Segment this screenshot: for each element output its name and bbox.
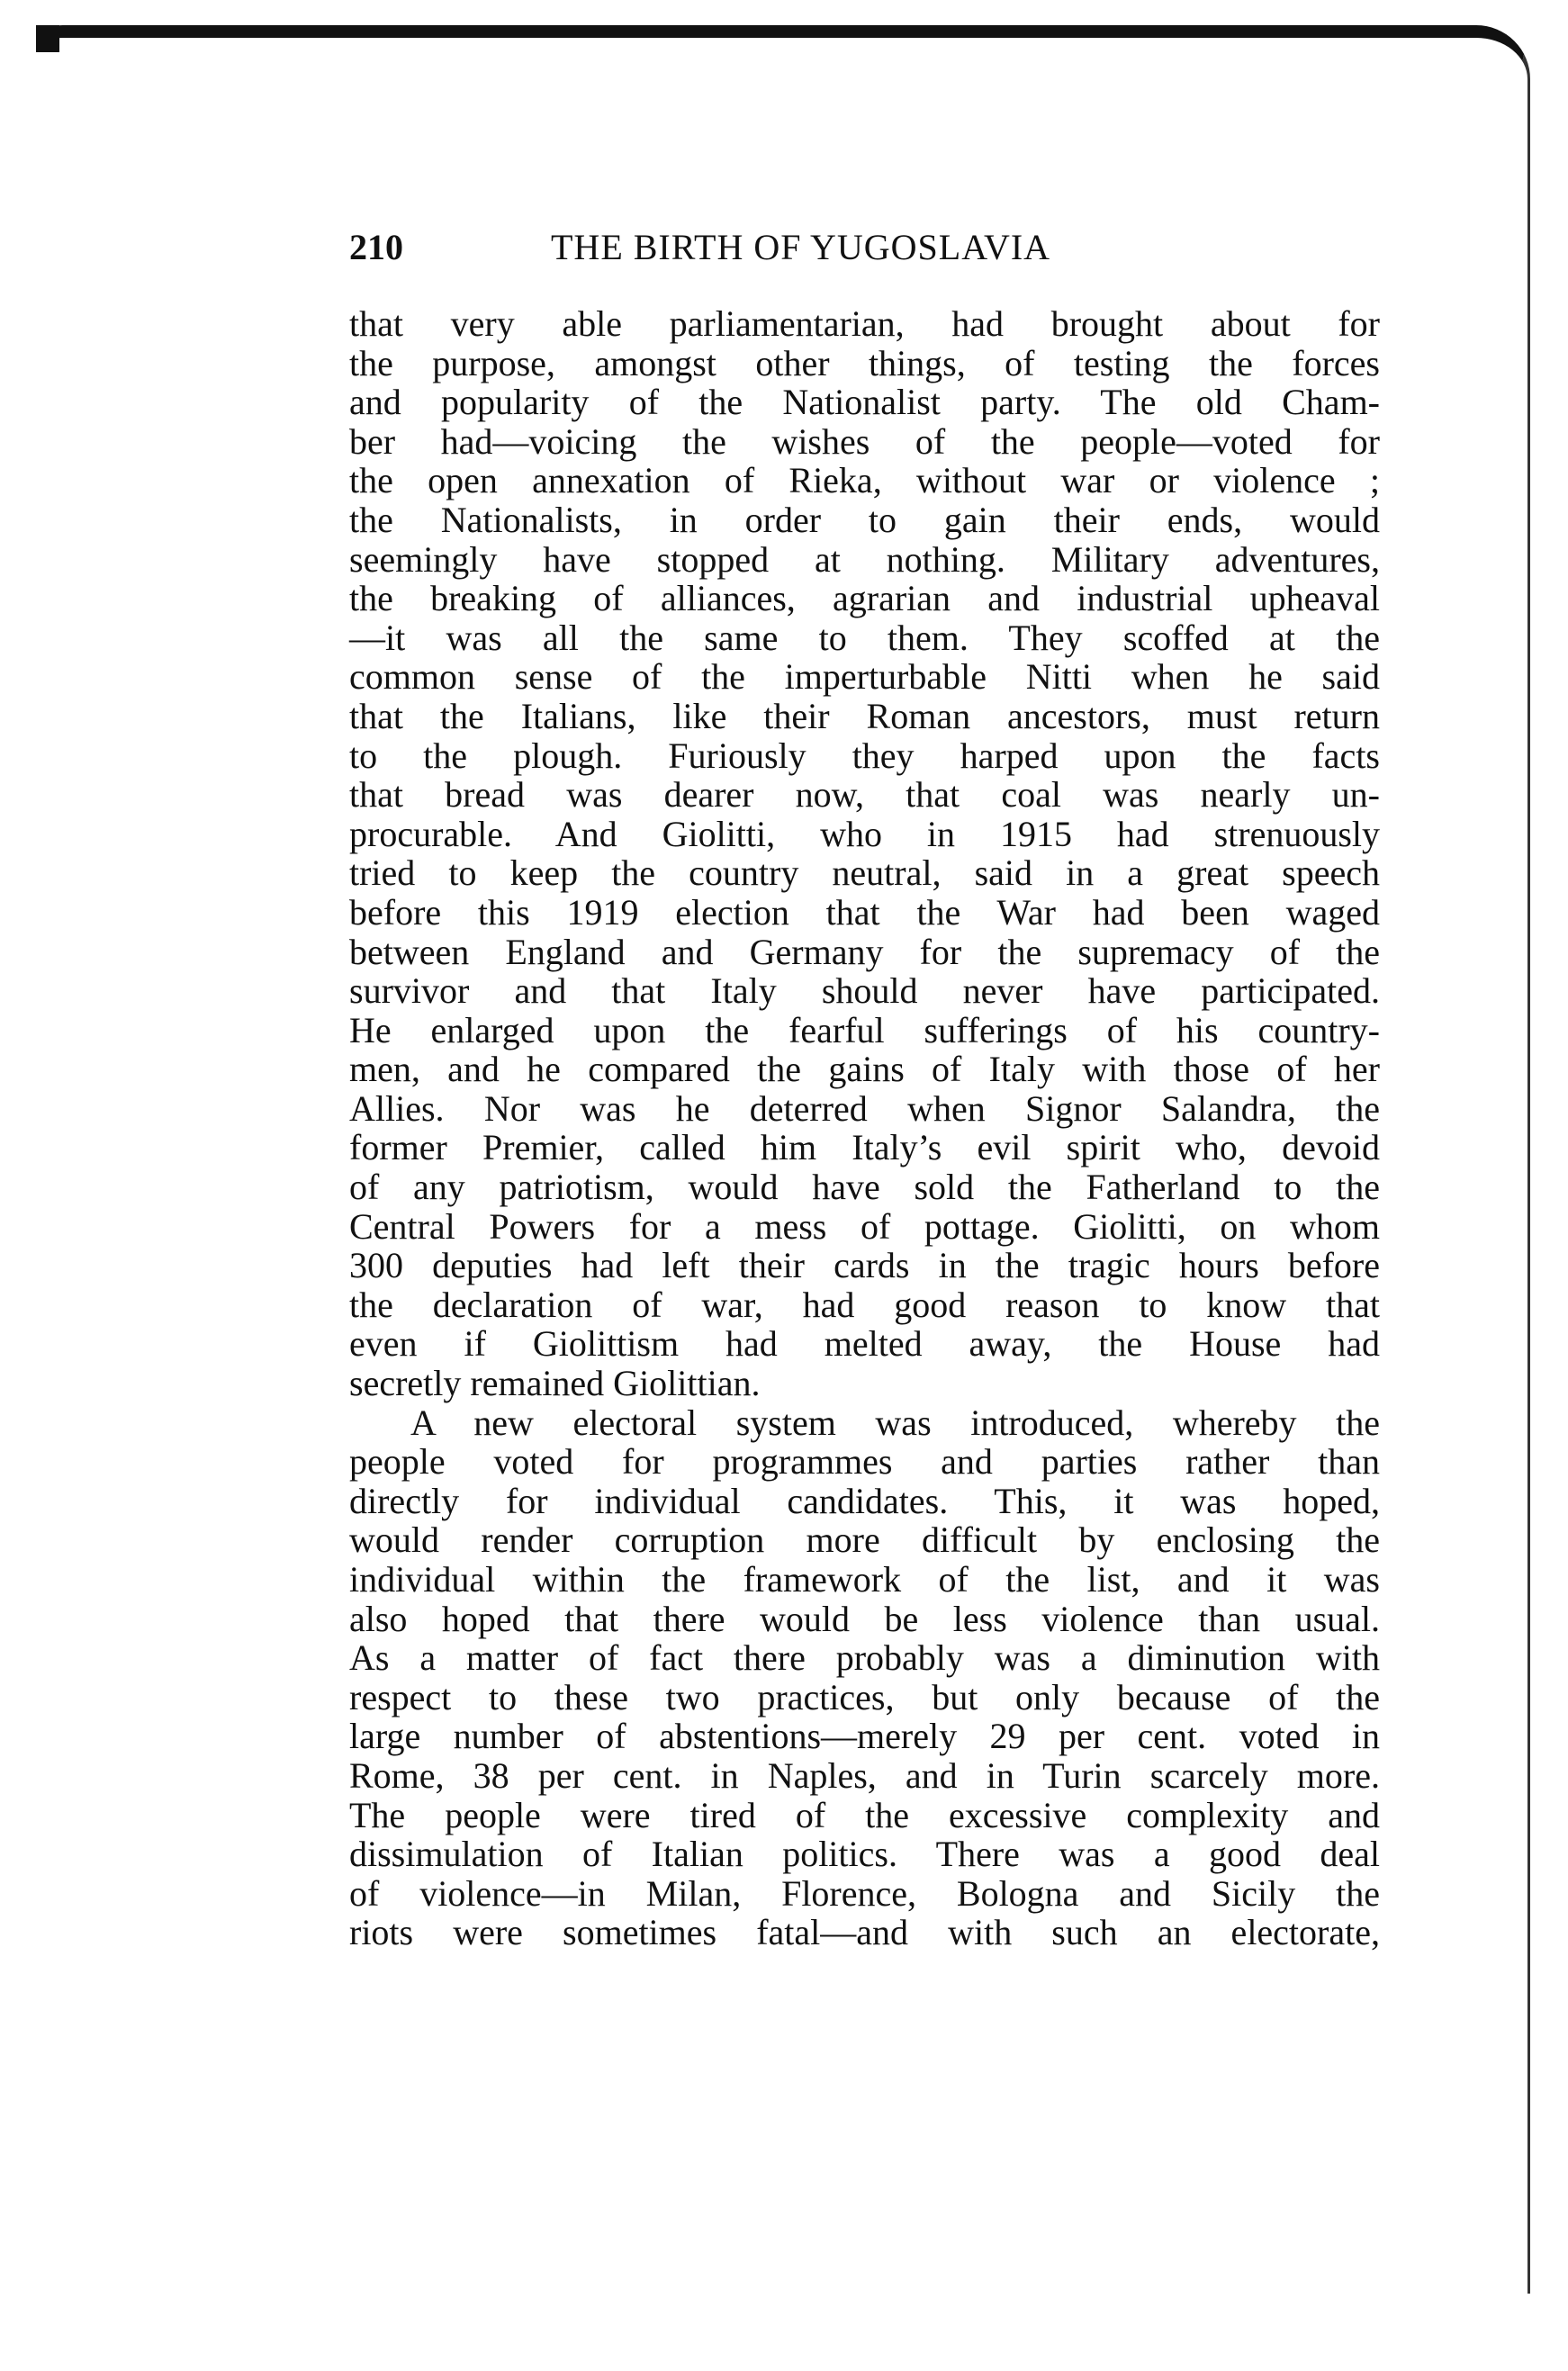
text-line: secretly remained Giolittian. [349, 1363, 761, 1404]
text-line: respect to these two practices, but only because of the [349, 1676, 1380, 1717]
text-line: survivor and that Italy should never have participated. [349, 970, 1380, 1012]
text-line: even if Giolittism had melted away, the House had [349, 1323, 1380, 1365]
text-line: The people were tired of the excessive complexity and [349, 1794, 1380, 1835]
text-line: Rome, 38 per cent. in Naples, and in Turin scarcely more. [349, 1754, 1380, 1796]
text-line: the declaration of war, had good reason to know that [349, 1284, 1380, 1325]
text-line: large number of abstentions—merely 29 per cent. voted in [349, 1716, 1380, 1757]
text-line: the purpose, amongst other things, of testing the forces [349, 342, 1380, 383]
page-scan-corner [36, 25, 59, 52]
text-line: and popularity of the Nationalist party. The old Cham- [349, 382, 1380, 423]
text-line: 300 deputies had left their cards in the tragic hours before [349, 1245, 1380, 1286]
text-line: of violence—in Milan, Florence, Bologna and Sicily the [349, 1872, 1380, 1914]
text-line: tried to keep the country neutral, said in a great speech [349, 852, 1380, 894]
text-line: would render corruption more difficult by enclosing the [349, 1519, 1380, 1561]
text-line: riots were sometimes fatal—and with such an electorate, [349, 1912, 1380, 1953]
text-line: procurable. And Giolitti, who in 1915 had strenuously [349, 813, 1380, 854]
text-line: men, and he compared the gains of Italy with those of her [349, 1049, 1380, 1090]
text-line: He enlarged upon the fearful sufferings of his country- [349, 1009, 1380, 1050]
page-number: 210 [349, 227, 403, 267]
text-line: ber had—voicing the wishes of the people—voted for [349, 420, 1380, 462]
text-line: between England and Germany for the supremacy of the [349, 931, 1380, 972]
running-title: THE BIRTH OF YUGOSLAVIA [551, 227, 1051, 267]
text-line: As a matter of fact there probably was a diminution with [349, 1637, 1380, 1679]
text-line: people voted for programmes and parties rather than [349, 1441, 1380, 1483]
text-line: to the plough. Furiously they harped upon the facts [349, 735, 1380, 776]
text-line: that very able parliamentarian, had brought about for [349, 303, 1380, 344]
text-line: Allies. Nor was he deterred when Signor Salandra, the [349, 1087, 1380, 1129]
text-line: also hoped that there would be less violence than usual. [349, 1598, 1380, 1639]
text-line: A new electoral system was introduced, whereby the [410, 1402, 1380, 1443]
running-header [349, 228, 1380, 267]
text-line: that the Italians, like their Roman ancestors, must return [349, 695, 1380, 736]
text-line: that bread was dearer now, that coal was nearly un- [349, 774, 1380, 816]
text-line: —it was all the same to them. They scoffed at the [349, 617, 1380, 658]
text-line: before this 1919 election that the War had been waged [349, 891, 1380, 933]
text-line: dissimulation of Italian politics. There was a good deal [349, 1834, 1380, 1875]
text-line: of any patriotism, would have sold the Fatherland to the [349, 1167, 1380, 1208]
text-line: the breaking of alliances, agrarian and industrial upheaval [349, 578, 1380, 619]
text-line: the open annexation of Rieka, without war or violence ; [349, 460, 1380, 501]
text-line: the Nationalists, in order to gain their ends, would [349, 499, 1380, 540]
text-line: individual within the framework of the list, and it was [349, 1559, 1380, 1600]
text-line: former Premier, called him Italy’s evil spirit who, devoid [349, 1127, 1380, 1168]
body-text [349, 304, 1380, 1952]
text-line: common sense of the imperturbable Nitti when he said [349, 656, 1380, 698]
text-line: seemingly have stopped at nothing. Military adventures, [349, 538, 1380, 580]
text-line: directly for individual candidates. This, it was hoped, [349, 1480, 1380, 1521]
text-line: Central Powers for a mess of pottage. Giolitti, on whom [349, 1205, 1380, 1247]
